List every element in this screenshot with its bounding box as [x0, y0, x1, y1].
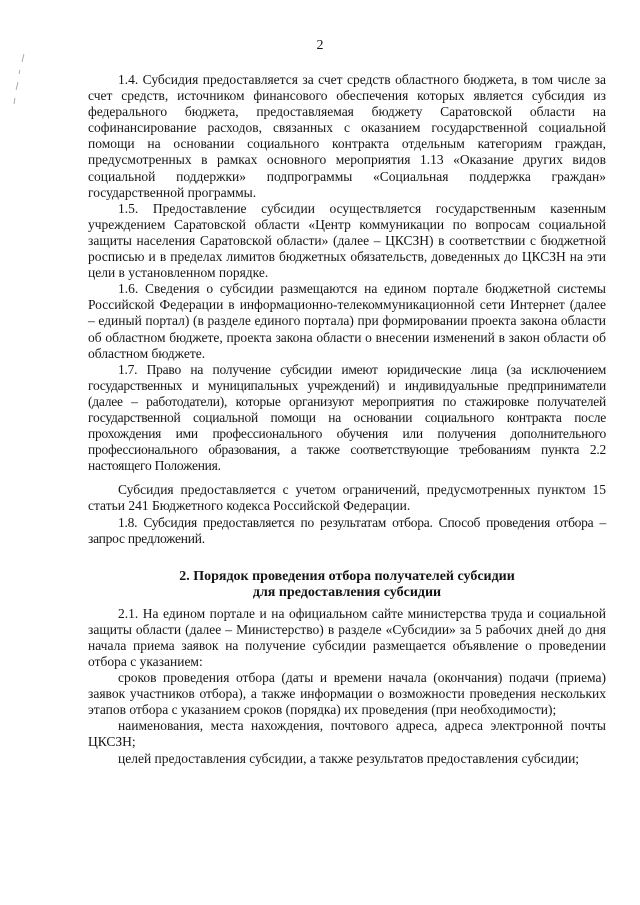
- paragraph-1-8: 1.8. Субсидия предоставляется по результатам отбора. Способ проведения отбора – запрос предложений.: [88, 514, 606, 546]
- paragraph-1-4: 1.4. Субсидия предоставляется за счет средств областного бюджета, в том числе за счет средств, источником финансового обеспечения которых является субсидия из федерального бюджета, предоставляемая бюджету Саратовской области на софинансирование расходов, связанных с оказанием государственной социальной помощи на основании социального контракта отдельным категориям граждан, предусмотренных в рамках основного мероприятия 1.13 «Оказание других видов социальной поддержки» подпрограммы «Социальная поддержка граждан» государственной программы.: [88, 72, 606, 200]
- list-item-goals: целей предоставления субсидии, а также результатов предоставления субсидии;: [118, 750, 580, 766]
- paragraph-1-7: 1.7. Право на получение субсидии имеют юридические лица (за исключением государственных и муниципальных учреждений) и индивидуальные предприниматели (далее – работодатели), которые организуют мероприятия по стажировке получателей государственной социальной помощи на основании социального контракта после прохождения ими профессионального обучения или получения дополнительного профессионального образования, а также соответствующие требованиям пункта 2.2 настоящего Положения.: [88, 361, 606, 474]
- list-item-deadlines: сроков проведения отбора (даты и времени начала (окончания) подачи (приема) заявок участников отбора), а также информации о возможности проведения нескольких этапов отбора с указанием сроков (порядка) их проведения (при необходимости);: [88, 670, 606, 718]
- paragraph-1-5: 1.5. Предоставление субсидии осуществляется государственным казенным учреждением Саратовской области «Центр коммуникации по вопросам социальной защиты населения Саратовской области» (далее – ЦКСЗН) в соответствии с бюджетной росписью и в пределах лимитов бюджетных обязательств, доведенных до ЦКСЗН на эти цели в установленном порядке.: [88, 200, 606, 281]
- list-item-contacts: наименования, места нахождения, почтового адреса, адреса электронной почты ЦКСЗН;: [88, 718, 606, 750]
- scan-margin-mark: [10, 52, 28, 112]
- paragraph-2-1: 2.1. На едином портале и на официальном сайте министерства труда и социальной защиты области (далее – Министерство) в разделе «Субсидии» за 5 рабочих дней до дня начала приема заявок на получение субсидии размещается объявление о проведении отбора с указанием:: [88, 605, 606, 669]
- section-2-heading: [88, 569, 606, 602]
- paragraph-subsidy-limits: Субсидия предоставляется с учетом ограничений, предусмотренных пунктом 15 статьи 241 Бюджетного кодекса Российской Федерации.: [88, 482, 606, 514]
- section-2-heading-line-1: 2. Порядок проведения отбора получателей субсидии: [179, 568, 515, 584]
- document-body: [88, 72, 606, 767]
- page-number: 2: [316, 38, 324, 53]
- paragraph-1-6: 1.6. Сведения о субсидии размещаются на едином портале бюджетной системы Российской Федерации в информационно-телекоммуникационной сети Интернет (далее – единый портал) (в разделе единого портала) при формировании проекта закона области об областном бюджете, проекта закона области о внесении изменений в закон области об областном бюджете.: [88, 281, 606, 361]
- section-2-heading-line-2: для предоставления субсидии: [252, 585, 442, 601]
